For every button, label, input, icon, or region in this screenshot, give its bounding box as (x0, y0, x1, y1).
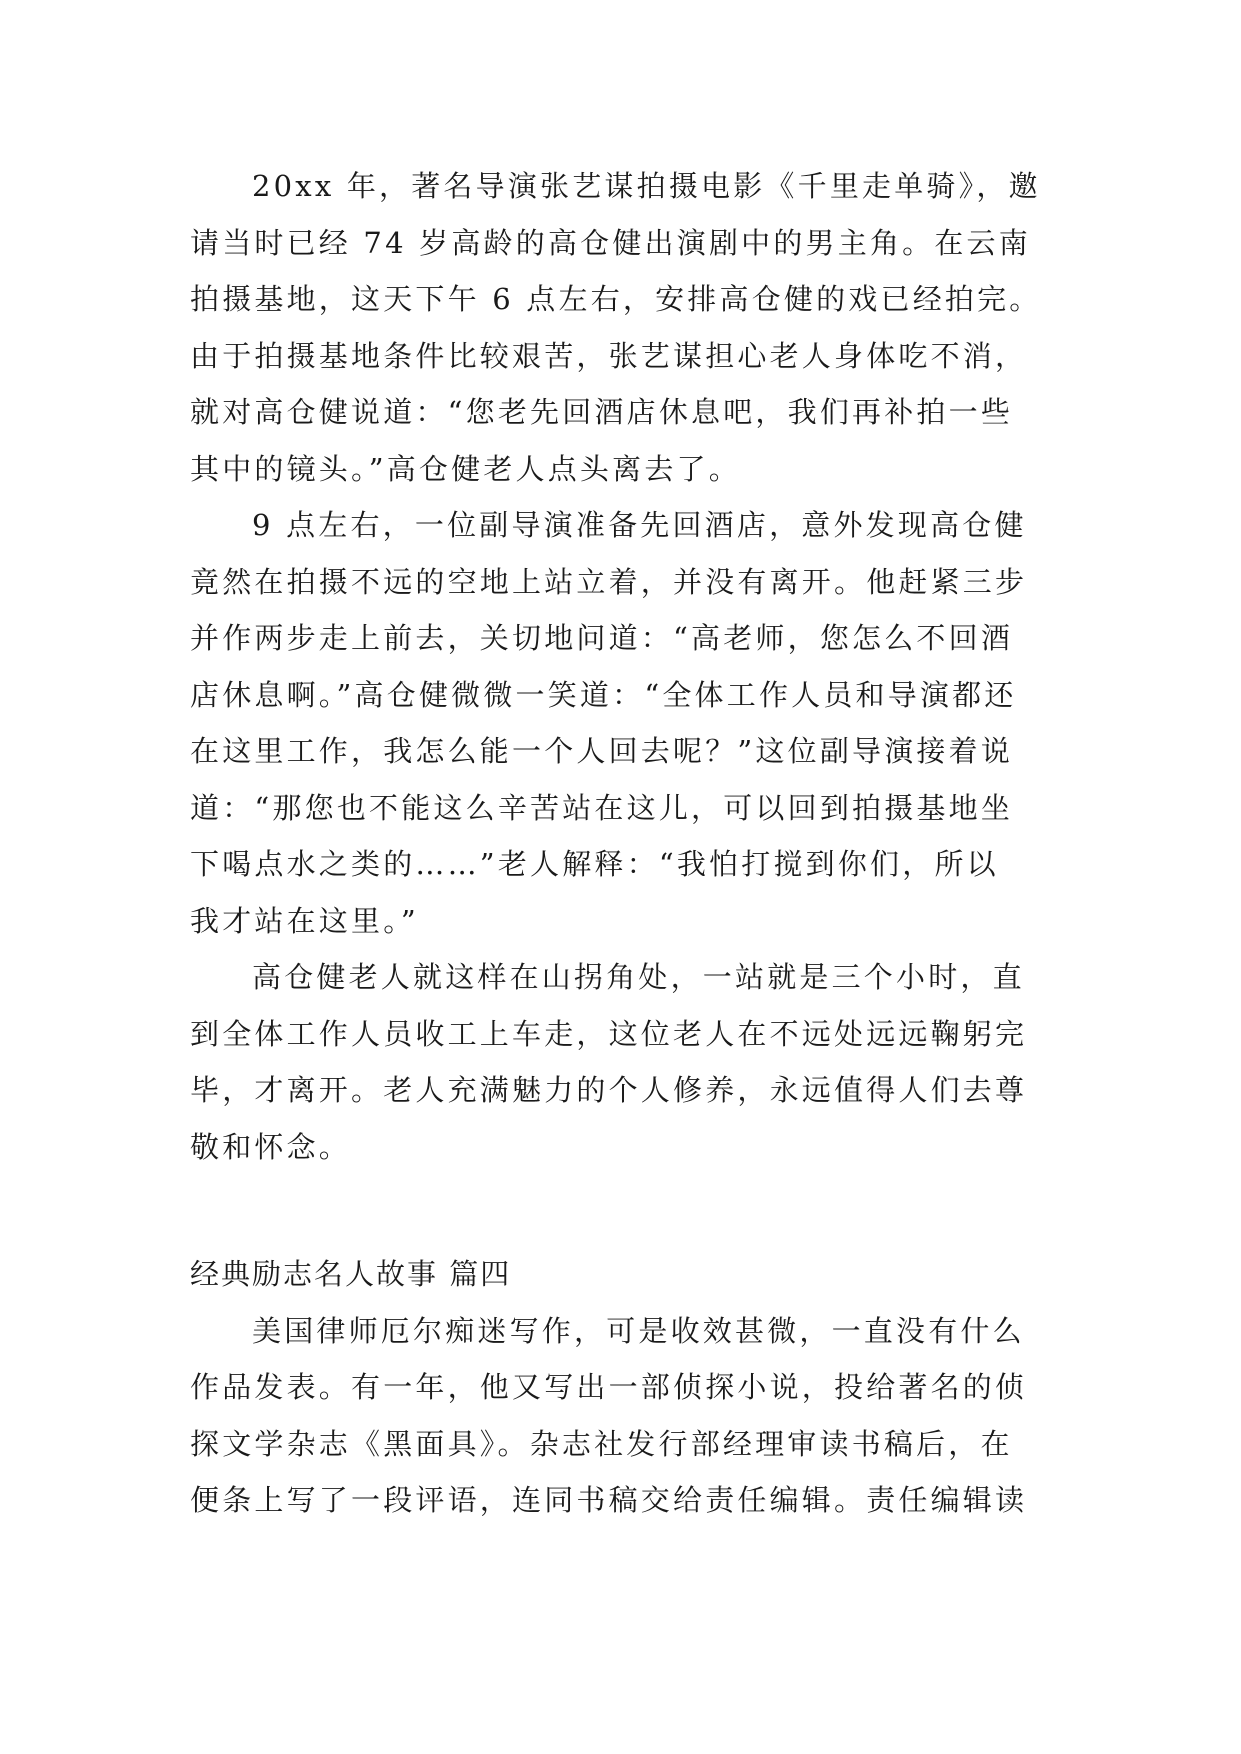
section-paragraph-line-2: 作品发表。有一年，他又写出一部侦探小说，投给著名的侦 (190, 1370, 1028, 1404)
paragraph-1-line-4: 由于拍摄基地条件比较艰苦，张艺谋担心老人身体吃不消， (190, 339, 1028, 373)
paragraph-2-line-3: 并作两步走上前去，关切地问道：“高老师，您怎么不回酒 (190, 621, 1014, 655)
paragraph-3-line-3: 毕，才离开。老人充满魅力的个人修养，永远值得人们去尊 (190, 1073, 1028, 1107)
paragraph-1-line-5: 就对高仓健说道：“您老先回酒店休息吧，我们再补拍一些 (190, 395, 1014, 429)
paragraph-2-line-1: 9 点左右，一位副导演准备先回酒店，意外发现高仓健 (252, 508, 1027, 542)
paragraph-2-line-7: 下喝点水之类的……”老人解释：“我怕打搅到你们，所以 (190, 847, 999, 881)
paragraph-1-line-6: 其中的镜头。”高仓健老人点头离去了。 (190, 452, 741, 486)
section-paragraph-line-3: 探文学杂志《黑面具》。杂志社发行部经理审读书稿后，在 (190, 1427, 1013, 1461)
paragraph-2-line-6: 道：“那您也不能这么辛苦站在这儿，可以回到拍摄基地坐 (190, 791, 1014, 825)
paragraph-1-line-3: 拍摄基地，这天下午 6 点左右，安排高仓健的戏已经拍完。 (190, 282, 1042, 316)
paragraph-1-line-2: 请当时已经 74 岁高龄的高仓健出演剧中的男主角。在云南 (190, 226, 1031, 260)
paragraph-2-line-8: 我才站在这里。” (190, 904, 419, 938)
section-heading: 经典励志名人故事 篇四 (190, 1257, 512, 1291)
section-paragraph-line-1: 美国律师厄尔痴迷写作，可是收效甚微，一直没有什么 (252, 1314, 1025, 1348)
paragraph-2-line-2: 竟然在拍摄不远的空地上站立着，并没有离开。他赶紧三步 (190, 565, 1028, 599)
paragraph-2-line-5: 在这里工作，我怎么能一个人回去呢？”这位副导演接着说 (190, 734, 1014, 768)
paragraph-3-line-2: 到全体工作人员收工上车走，这位老人在不远处远远鞠躬完 (190, 1017, 1028, 1051)
section-paragraph-line-4: 便条上写了一段评语，连同书稿交给责任编辑。责任编辑读 (190, 1483, 1028, 1517)
paragraph-3-line-1: 高仓健老人就这样在山拐角处，一站就是三个小时，直 (252, 960, 1025, 994)
paragraph-3-line-4: 敬和怀念。 (190, 1130, 352, 1164)
paragraph-1-line-1: 20xx 年，著名导演张艺谋拍摄电影《千里走单骑》，邀 (252, 169, 1041, 203)
paragraph-2-line-4: 店休息啊。”高仓健微微一笑道：“全体工作人员和导演都还 (190, 678, 1017, 712)
